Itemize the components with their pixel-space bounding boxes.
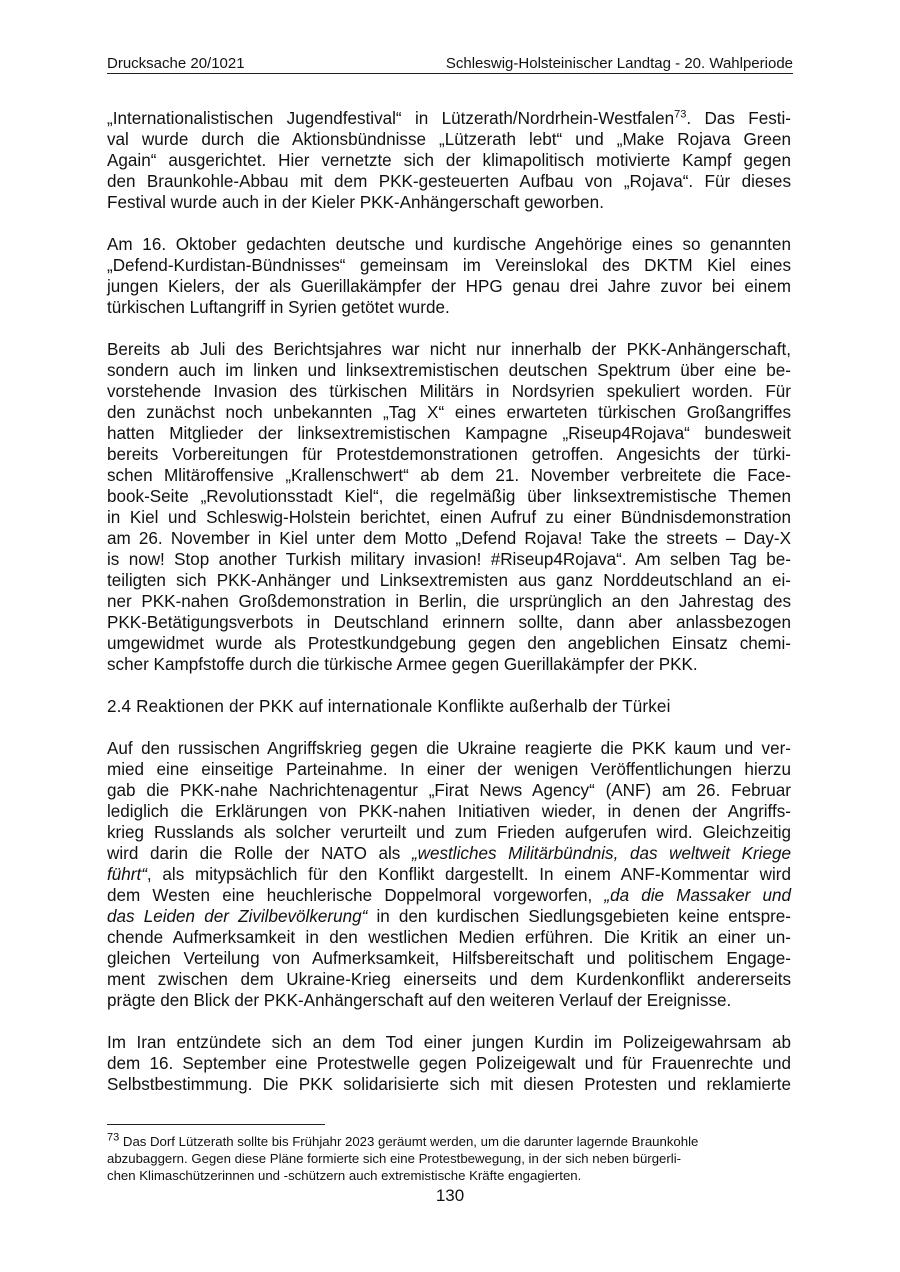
paragraph-ukraine: Auf den russischen Angriffskrieg gegen die Ukraine reagierte die PKK kaum und ver- mied eine einseitige Parteinahme. In einer der wenigen Veröffentlichungen hierzu gab die PKK-nahe Nachrichtenagentur „Firat News Agency“ (ANF) am 26. Februar lediglich die Erklärungen von PKK-nahen Initiativen wieder, in denen der Angriffs- krieg Russlands als solcher verurteilt und zum Frieden aufgerufen wird. Gleichzeitig wird darin die Rolle der NATO als „westliches Militärbündnis, das weltweit Kriege führt“, als mitурsächlich für den Konflikt dargestellt. In einem ANF-Kommentar wird dem Westen eine heuchlerische Doppelmoral vorgeworfen, „da die Massaker und das Leiden der Zivilbevölkerung“ in den kurdischen Siedlungsgebieten keine entspre- chende Aufmerksamkeit in den westlichen Medien erführen. Die Kritik an einer un- gleichen Verteilung von Aufmerksamkeit, Hilfsbereitschaft und politischem Engage- ment zwischen dem Ukraine-Krieg einerseits und dem Kurdenkonflikt andererseits prägte den Blick der PKK-Anhängerschaft auf den weiteren Verlauf der Ereignisse.: [107, 739, 791, 1010]
parliament-title: Schleswig-Holsteinischer Landtag - 20. Wahlperiode: [445, 55, 793, 72]
paragraph-iran: Im Iran entzündete sich an dem Tod einer jungen Kurdin im Polizeigewahrsam ab dem 16. September eine Protestwelle gegen Polizeigewalt und für Frauenrechte und Selbstbestimmung. Die PKK solidarisierte sich mit diesen Protesten und reklamierte: [107, 1033, 791, 1094]
paragraph-defend-kurdistan: Am 16. Oktober gedachten deutsche und kurdische Angehörige eines so genannten „Defend-Kurdistan-Bündnisses“ gemeinsam im Vereinslokal des DKTM Kiel eines jungen Kielers, der als Guerillakämpfer der HPG genau drei Jahre zuvor bei einem türkischen Luftangriff in Syrien getötet wurde.: [107, 235, 791, 317]
page-number: 130: [435, 1186, 465, 1205]
paragraph-tag-x: Bereits ab Juli des Berichtsjahres war nicht nur innerhalb der PKK-Anhängerschaft, sondern auch im linken und linksextremistischen deutschen Spektrum über eine be- vorstehende Invasion des türkischen Militärs in Nordsyrien spekuliert worden. Für den zunächst noch unbekannten „Tag X“ eines erwarteten türkischen Großangriffes hatten Mitglieder der linksextremistischen Kampagne „Riseup4Rojava“ bundesweit bereits Vorbereitungen für Protestdemonstrationen getroffen. Angesichts der türki- schen Mlitäroffensive „Krallenschwert“ ab dem 21. November verbreitete die Face- book-Seite „Revolutionsstadt Kiel“, die regelmäßig über linksextremistische Themen in Kiel und Schleswig-Holstein berichtet, einen Aufruf zu einer Bündnisdemonstration am 26. November in Kiel unter dem Motto „Defend Rojava! Take the streets – Day-X is now! Stop another Turkish military invasion! #Riseup4Rojava“. Am selben Tag be- teiligten sich PKK-Anhänger und Linksextremisten aus ganz Norddeutschland an ei- ner PKK-nahen Großdemonstration in Berlin, die ursprünglich an den Jahrestag des PKK-Betätigungsverbots in Deutschland erinnern sollte, dann aber anlassbezogen umgewidmet wurde als Protestkundgebung gegen den angeblichen Einsatz chemi- scher Kampfstoffe durch die türkische Armee gegen Guerillakämpfer der PKK.: [107, 340, 791, 674]
footnote-number: 73: [107, 1131, 120, 1144]
document-number: Drucksache 20/1021: [107, 55, 245, 72]
quote-nato-end: führt“: [107, 865, 147, 884]
paragraph-festival: „Internationalistischen Jugendfestival“ in Lützerath/Nordrhein-Westfalen$^{73}$. Das Festi- val wurde durch die Aktionsbündnisse „Lützerath lebt“ und „Make Rojava Green Again“ ausgerichtet. Hier vernetzte sich der klimapolitisch motivierte Kampf gegen den Braunkohle-Abbau mit dem PKK-gesteuerten Aufbau von „Rojava“. Für dieses Festival wurde auch in der Kieler PKK-Anhängerschaft geworben.: [107, 108, 791, 212]
footnote-ref[interactable]: 73: [674, 108, 687, 121]
page-header: [107, 55, 793, 75]
footnote-73: $^{73}$ Das Dorf Lützerath sollte bis Frühjahr 2023 geräumt werden, um die darunter lagernde Braunkohle abzubaggern. Gegen diese Pläne formierte sich eine Protestbewegung, in der sich neben bürgerli- chen Klimaschützerinnen und -schützern auch extremistische Kräfte engagierten.: [107, 1131, 699, 1183]
footnote-separator: [107, 1124, 325, 1125]
main-text: [107, 108, 791, 1116]
quote-nato: „westliches Militärbündnis, das weltweit Kriege: [411, 844, 791, 863]
quote-massaker-end: das Leiden der Zivilbevölkerung“: [107, 907, 368, 926]
section-heading: 2.4 Reaktionen der PKK auf internationale Konflikte außerhalb der Türkei: [107, 697, 671, 716]
header-rule: [107, 73, 793, 74]
quote-massaker: „da die Massaker und: [604, 886, 791, 905]
